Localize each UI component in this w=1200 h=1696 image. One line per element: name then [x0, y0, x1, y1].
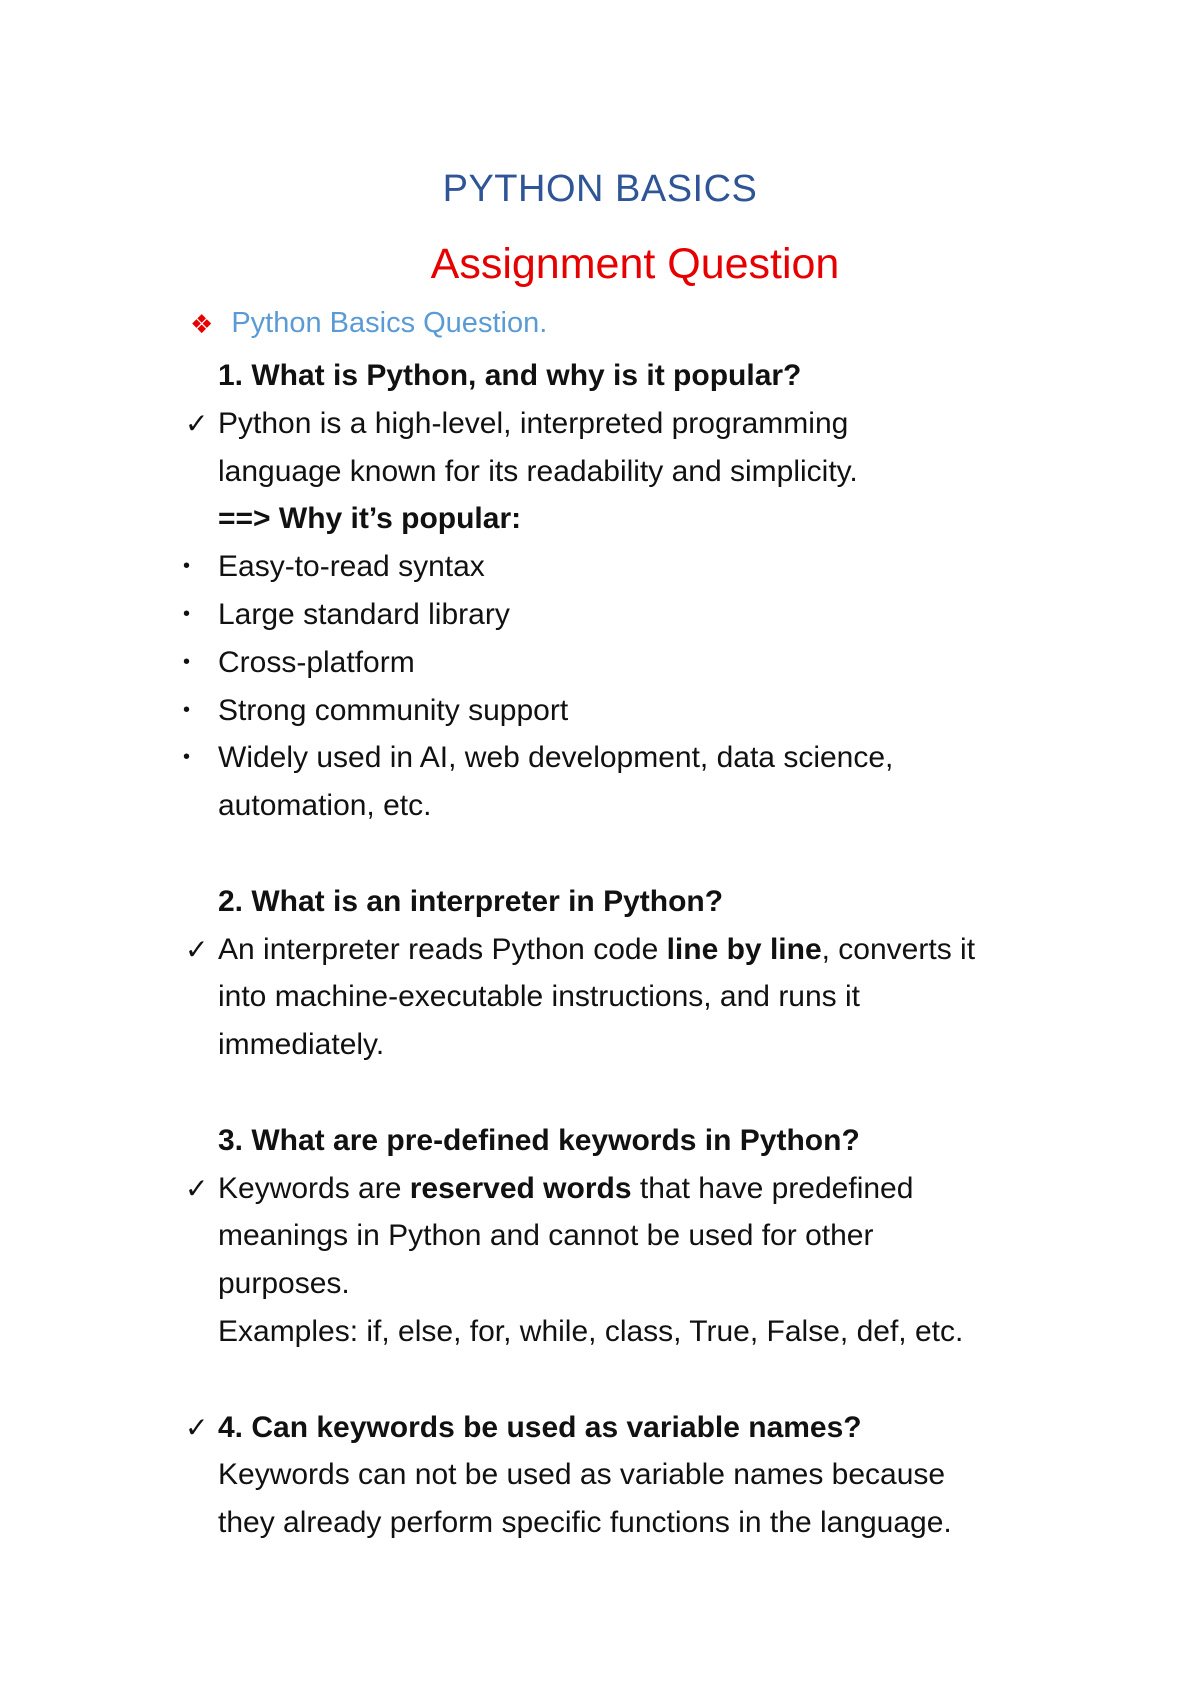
- list-item-text: Strong community support: [218, 693, 569, 727]
- list-item: [0, 591, 1200, 639]
- document-content: [0, 352, 1200, 1547]
- answer-1-line-1: [0, 400, 1200, 448]
- checkmark-icon: ✓: [185, 407, 209, 439]
- answer-4-line-1: Keywords can not be used as variable names because: [218, 1458, 946, 1492]
- why-popular-label: ==> Why it’s popular:: [218, 502, 522, 536]
- question-2: 2. What is an interpreter in Python?: [218, 884, 724, 918]
- answer-3-text-pre: Keywords are: [218, 1171, 410, 1205]
- question-4-text: 4. Can keywords be used as variable names?: [218, 1410, 862, 1444]
- list-item: [0, 543, 1200, 591]
- answer-3-line-1: [0, 1165, 1200, 1213]
- section-heading: [190, 307, 547, 340]
- list-item: [0, 687, 1200, 735]
- bullet-dot-icon: •: [183, 698, 191, 721]
- question-1: 1. What is Python, and why is it popular?: [218, 359, 802, 392]
- list-item-text: Cross-platform: [218, 645, 415, 679]
- bullet-dot-icon: •: [183, 650, 191, 673]
- checkmark-icon: ✓: [185, 933, 209, 965]
- answer-3-line-2: meanings in Python and cannot be used for other: [218, 1219, 874, 1253]
- answer-3-examples: Examples: if, else, for, while, class, True, False, def, etc.: [218, 1314, 964, 1348]
- bullet-dot-icon: •: [183, 746, 191, 769]
- bullet-dot-icon: •: [183, 602, 191, 625]
- document-subtitle: Assignment Question: [430, 240, 840, 288]
- list-item-text: Large standard library: [218, 597, 510, 631]
- diamond-bullet-icon: ❖: [190, 308, 214, 339]
- list-item-text: Easy-to-read syntax: [218, 550, 485, 584]
- answer-2-line-1: [0, 926, 1200, 974]
- answer-2-line-3: immediately.: [218, 1028, 385, 1062]
- document-title: PYTHON BASICS: [442, 168, 758, 210]
- checkmark-icon: ✓: [185, 1172, 209, 1204]
- checkmark-icon: ✓: [185, 1411, 209, 1443]
- list-item: [0, 734, 1200, 782]
- answer-3-text-bold: reserved words: [409, 1171, 632, 1205]
- answer-1-text-1: Python is a high-level, interpreted programming: [218, 406, 849, 440]
- question-4: [0, 1404, 1200, 1452]
- list-item-continuation: automation, etc.: [218, 789, 432, 823]
- answer-1-line-2: language known for its readability and simplicity.: [218, 454, 858, 488]
- spacer: [0, 1069, 1200, 1117]
- answer-2-text-pre: An interpreter reads Python code: [218, 932, 667, 966]
- section-heading-label: Python Basics Question.: [231, 307, 548, 339]
- list-item: [0, 639, 1200, 687]
- question-3: 3. What are pre-defined keywords in Python?: [218, 1123, 860, 1157]
- bullet-dot-icon: •: [183, 555, 191, 578]
- answer-3-line-3: purposes.: [218, 1267, 350, 1301]
- answer-4-line-2: they already perform specific functions in the language.: [218, 1506, 952, 1540]
- answer-2-line-2: into machine-executable instructions, and runs it: [218, 980, 861, 1014]
- spacer: [0, 1356, 1200, 1404]
- answer-3-text-post: that have predefined: [631, 1171, 914, 1205]
- answer-2-text-bold: line by line: [666, 932, 822, 966]
- answer-2-text-post: , converts it: [821, 932, 976, 966]
- spacer: [0, 830, 1200, 878]
- list-item-text: Widely used in AI, web development, data science,: [218, 741, 894, 775]
